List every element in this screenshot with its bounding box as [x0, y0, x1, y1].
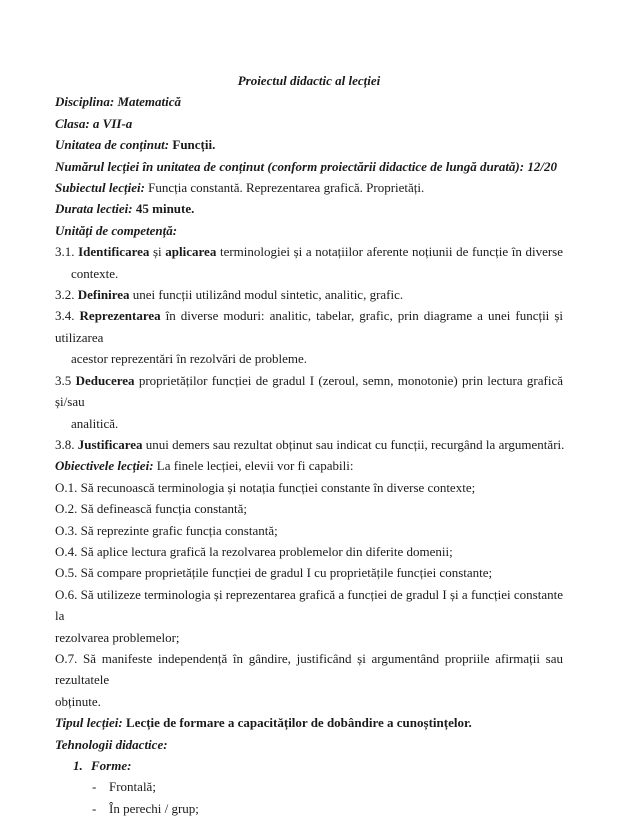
competenta-text: unei funcții utilizând modul sintetic, analitic, grafic.: [129, 287, 404, 303]
competenta-number: 3.5: [55, 372, 76, 388]
disciplina-line: Disciplina: Matematică: [55, 94, 182, 110]
tehnologii-heading: Tehnologii didactice:: [55, 736, 168, 752]
competenta-item: [55, 284, 563, 305]
competenta-number: 3.2.: [55, 287, 78, 303]
subiectul-label: Subiectul lecției:: [55, 180, 145, 196]
subiectul-value: Funcția constantă. Reprezentarea grafică. Proprietăți.: [144, 180, 425, 196]
competenta-verb: aplicarea: [165, 244, 217, 260]
forma-text: Frontală;: [109, 779, 156, 795]
durata-value: 45 minute.: [132, 201, 195, 217]
competente-heading: Unități de competență:: [55, 222, 178, 238]
durata-label: Durata lectiei:: [55, 201, 133, 217]
obiectiv-text: O.7. Să manifeste independență în gândire, justificând și argumentând propriile afirmații sau rezultatele: [55, 650, 563, 688]
tipul-value: Lecție de formare a capacităților de dobândire a cunoștințelor.: [122, 715, 472, 731]
obiectiv-continuation: rezolvarea problemelor;: [55, 629, 180, 645]
unitatea-value: Funcții.: [169, 137, 216, 153]
forma-item: [55, 776, 563, 797]
competenta-verb: Reprezentarea: [79, 308, 161, 324]
obiectiv-continuation: obținute.: [55, 693, 101, 709]
numarul-line: Numărul lecției în unitatea de conținut (conform proiectării didactice de lungă durată): 12/20: [55, 158, 557, 174]
obiectiv-item: O.3. Să reprezinte grafic funcția constantă;: [55, 522, 278, 538]
competenta-text: și: [149, 244, 166, 260]
competenta-item: [55, 370, 563, 434]
obiectiv-item: O.2. Să definească funcția constantă;: [55, 501, 248, 517]
dash-bullet: -: [92, 779, 97, 795]
obiective-heading: Obiectivele lecției:: [55, 458, 154, 474]
dash-bullet: -: [92, 800, 97, 816]
document-title: Proiectul didactic al lecției: [237, 73, 381, 88]
forme-heading: [55, 755, 563, 776]
competenta-verb: Definirea: [77, 287, 130, 303]
competenta-continuation: contexte.: [71, 265, 119, 281]
competenta-text: proprietăților funcției de gradul I (zeroul, semn, monotonie) prin lectura grafică și/sau: [55, 372, 564, 410]
competenta-text: unui demers sau rezultat obținut sau indicat cu funcții, recurgând la argumentări.: [142, 436, 565, 452]
competenta-item: [55, 305, 563, 369]
tipul-label: Tipul lecției:: [55, 715, 123, 731]
obiectiv-item: [55, 584, 563, 648]
competenta-text: terminologiei și a notațiilor aferente noțiunii de funcție în diverse: [216, 244, 564, 260]
obiectiv-item: O.4. Să aplice lectura grafică la rezolvarea problemelor din diferite domenii;: [55, 543, 453, 559]
competenta-item: [55, 434, 563, 455]
forme-number: 1.: [73, 758, 83, 773]
durata-line: [55, 198, 563, 219]
obiectiv-text: O.6. Să utilizeze terminologia și reprezentarea grafică a funcției de gradul I și a funcției constante la: [55, 586, 563, 624]
clasa-line: Clasa: a VII-a: [55, 115, 133, 131]
obiective-intro: La finele lecției, elevii vor fi capabili:: [153, 458, 354, 474]
competenta-continuation: acestor reprezentări în rezolvări de probleme.: [71, 351, 308, 367]
forma-item: [55, 798, 563, 819]
forma-text: În perechi / grup;: [109, 800, 199, 816]
obiectiv-item: [55, 648, 563, 712]
unitatea-line: [55, 134, 563, 155]
tipul-line: [55, 712, 563, 733]
obiective-line: [55, 455, 563, 476]
obiectiv-item: O.1. Să recunoască terminologia și notația funcției constante în diverse contexte;: [55, 479, 476, 495]
competenta-text: în diverse moduri: analitic, tabelar, grafic, prin diagrame a unei funcții și utilizarea: [55, 308, 563, 345]
competenta-number: 3.8.: [55, 436, 78, 452]
obiectiv-item: O.5. Să compare proprietățile funcției de gradul I cu proprietățile funcției constante;: [55, 565, 493, 581]
forme-label: Forme:: [91, 758, 132, 773]
document-page: [55, 70, 563, 819]
competenta-item: [55, 241, 563, 284]
subiectul-line: [55, 177, 563, 198]
competenta-number: 3.4.: [55, 308, 80, 324]
competenta-continuation: analitică.: [71, 415, 119, 431]
competenta-verb: Identificarea: [78, 244, 150, 260]
competenta-verb: Justificarea: [77, 436, 143, 452]
competenta-number: 3.1.: [55, 244, 79, 260]
competenta-verb: Deducerea: [75, 372, 135, 388]
unitatea-label: Unitatea de conținut:: [55, 137, 170, 153]
